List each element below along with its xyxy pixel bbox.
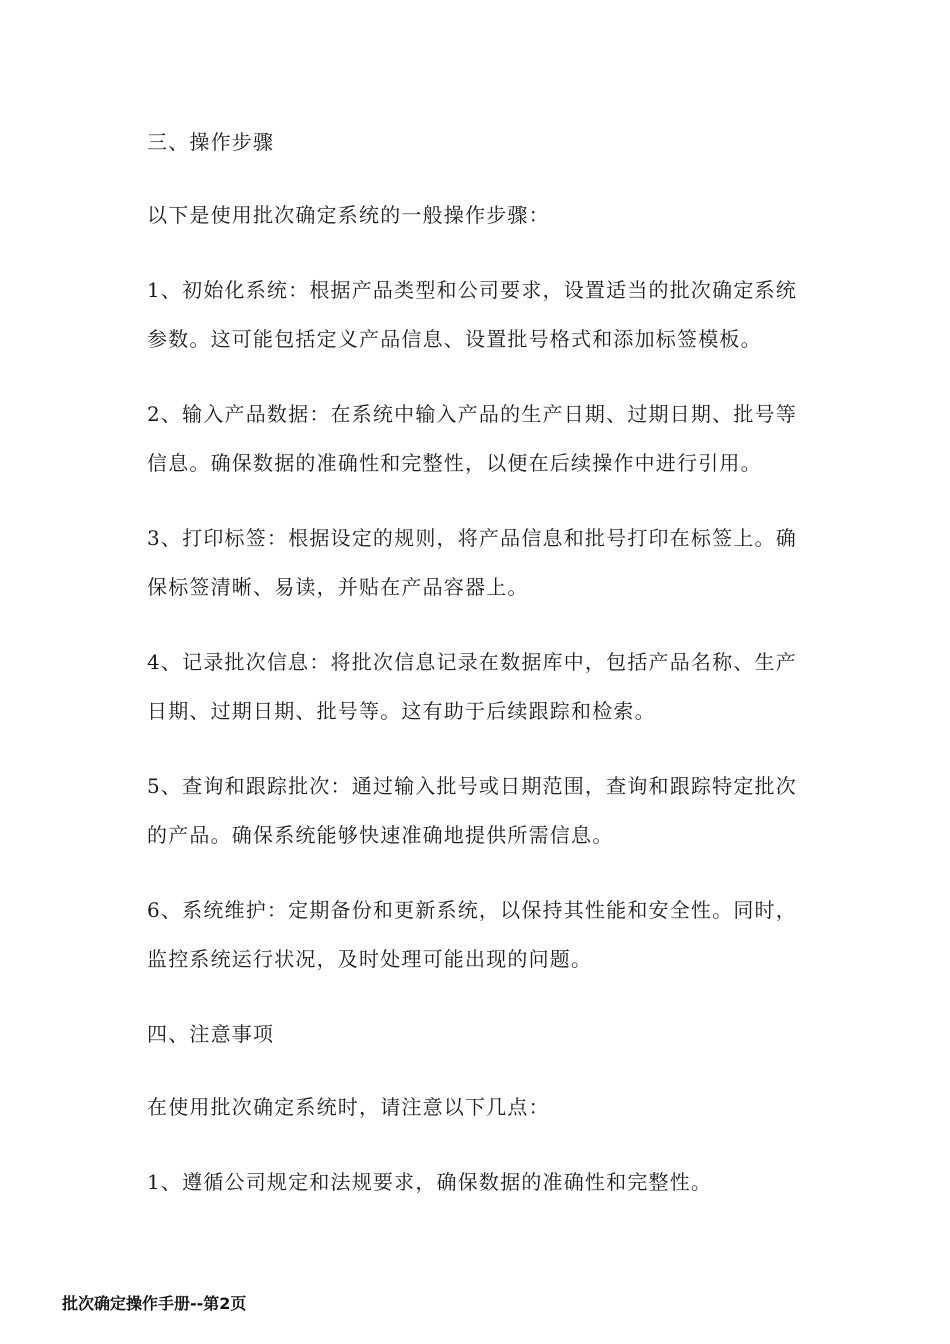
page-footer: 批次确定操作手册--第2页	[62, 1294, 247, 1313]
section-3-heading: 三、操作步骤	[147, 130, 275, 154]
step-1: 1、初始化系统：根据产品类型和公司要求，设置适当的批次确定系统参数。这可能包括定义产品信息、设置批号格式和添加标签模板。	[147, 278, 797, 351]
step-4: 4、记录批次信息：将批次信息记录在数据库中，包括产品名称、生产日期、过期日期、批号等。这有助于后续跟踪和检索。	[147, 650, 797, 723]
step-3: 3、打印标签：根据设定的规则，将产品信息和批号打印在标签上。确保标签清晰、易读，并贴在产品容器上。	[147, 526, 797, 599]
section-3-intro: 以下是使用批次确定系统的一般操作步骤：	[147, 203, 550, 227]
section-4-intro: 在使用批次确定系统时，请注意以下几点：	[147, 1095, 550, 1119]
section-4-heading: 四、注意事项	[147, 1022, 275, 1046]
step-2: 2、输入产品数据：在系统中输入产品的生产日期、过期日期、批号等信息。确保数据的准确性和完整性，以便在后续操作中进行引用。	[147, 402, 797, 475]
step-5: 5、查询和跟踪批次：通过输入批号或日期范围，查询和跟踪特定批次的产品。确保系统能够快速准确地提供所需信息。	[147, 774, 797, 847]
note-1: 1、遵循公司规定和法规要求，确保数据的准确性和完整性。	[147, 1170, 713, 1194]
document-body	[147, 118, 817, 1233]
step-6: 6、系统维护：定期备份和更新系统，以保持其性能和安全性。同时，监控系统运行状况，及时处理可能出现的问题。	[147, 898, 797, 971]
